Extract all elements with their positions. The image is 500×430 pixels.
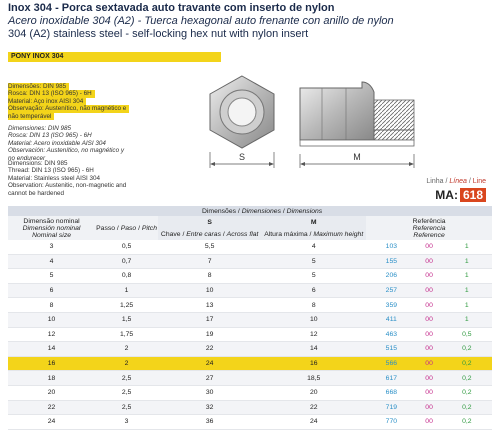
cell-s: 8 <box>158 269 261 284</box>
cell-nominal-size: 5 <box>8 269 95 284</box>
reference-quantity: 0,5 <box>462 330 472 338</box>
info-es-line: Dimensiones: DIN 985 <box>8 125 71 132</box>
ma-number-badge: 618 <box>460 188 486 202</box>
info-pt-line: Observação: Austenítico, não magnético e <box>8 105 129 112</box>
product-band-label: PONY INOX 304 <box>8 52 221 62</box>
reference-quantity: 0,2 <box>462 389 472 397</box>
cell-reference <box>366 356 492 371</box>
title-portuguese: Inox 304 - Porca sextavada auto travante com inserto de nylon <box>8 2 335 14</box>
group-header-pt: Dimensões <box>202 207 237 215</box>
info-es-line: Rosca: DIN 13 (ISO 965) - 6H <box>8 132 92 140</box>
cell-m: 14 <box>261 342 366 357</box>
cell-reference <box>366 327 492 342</box>
info-pt-line: Material: Aço inox AISI 304 <box>8 98 86 105</box>
reference-quantity: 1 <box>464 257 469 265</box>
cell-nominal-size: 4 <box>8 254 95 269</box>
cell-s: 27 <box>158 371 261 386</box>
reference-code: 463 <box>385 330 398 338</box>
column-header-s: S <box>158 216 261 228</box>
cell-m: 24 <box>261 415 366 430</box>
cell-s: 17 <box>158 312 261 327</box>
cell-s: 24 <box>158 356 261 371</box>
table-row <box>8 327 492 342</box>
s-sub-en: Across flat <box>226 230 259 238</box>
info-en-line: Observation: Austenitic, non-magnetic and <box>8 182 127 190</box>
cell-reference <box>366 415 492 430</box>
ref-pt: Referência <box>412 217 446 225</box>
title-english: 304 (A2) stainless steel - self-locking hex nut with nylon insert <box>8 28 309 40</box>
cell-m: 8 <box>261 298 366 313</box>
cell-pitch: 1,5 <box>95 312 158 327</box>
info-pt-line: Dimensões: DIN 985 <box>8 83 69 90</box>
cell-nominal-size: 8 <box>8 298 95 313</box>
cell-nominal-size: 20 <box>8 385 95 400</box>
linha-pt: Linha <box>426 178 444 185</box>
cell-nominal-size: 22 <box>8 400 95 415</box>
reference-suffix: 00 <box>425 389 433 397</box>
cell-m: 5 <box>261 269 366 284</box>
cell-reference <box>366 240 492 254</box>
cell-nominal-size: 18 <box>8 371 95 386</box>
reference-code: 617 <box>385 374 398 382</box>
table-row <box>8 371 492 386</box>
cell-m: 22 <box>261 400 366 415</box>
reference-suffix: 00 <box>425 330 433 338</box>
cell-pitch: 0,5 <box>95 240 158 254</box>
cell-nominal-size: 10 <box>8 312 95 327</box>
cell-reference <box>366 283 492 298</box>
ma-label: MA: <box>435 188 458 202</box>
reference-code: 566 <box>385 360 398 368</box>
cell-pitch: 1,25 <box>95 298 158 313</box>
reference-code: 155 <box>385 257 398 265</box>
info-es-line: Material: Acero inoxidable AISI 304 <box>8 139 106 147</box>
reference-quantity: 0,2 <box>462 418 472 426</box>
reference-code: 359 <box>385 301 398 309</box>
table-row <box>8 400 492 415</box>
cell-nominal-size: 12 <box>8 327 95 342</box>
info-portuguese <box>8 83 129 120</box>
reference-code: 257 <box>385 287 398 295</box>
cell-pitch: 2,5 <box>95 400 158 415</box>
nut-technical-drawings <box>170 64 500 184</box>
reference-code: 668 <box>385 389 398 397</box>
cell-s: 10 <box>158 283 261 298</box>
group-header-es: Dimensiones <box>241 207 281 215</box>
cell-m: 5 <box>261 254 366 269</box>
cell-nominal-size: 16 <box>8 356 95 371</box>
cell-nominal-size: 3 <box>8 240 95 254</box>
reference-suffix: 00 <box>425 374 433 382</box>
info-en-line: Dimensions: DIN 985 <box>8 160 68 167</box>
cell-reference <box>366 312 492 327</box>
product-title-block <box>8 2 498 41</box>
cell-m: 18,5 <box>261 371 366 386</box>
cell-m: 4 <box>261 240 366 254</box>
cell-m: 6 <box>261 283 366 298</box>
dimensions-table <box>8 206 492 430</box>
nominal-pt: Dimensão nominal <box>23 217 80 225</box>
table-row <box>8 415 492 430</box>
table-group-header: Dimensões / Dimensiones / Dimensions <box>158 206 366 216</box>
table-row <box>8 283 492 298</box>
nominal-en: Nominal size <box>32 231 71 239</box>
pitch-en: Pitch <box>141 224 157 232</box>
ref-es: Referencia <box>412 224 446 232</box>
reference-code: 103 <box>385 243 398 251</box>
linha-en: Line <box>472 178 486 185</box>
linha-es: Línea <box>449 178 467 185</box>
column-header-reference <box>366 216 492 240</box>
hex-nut-top-view <box>210 76 274 168</box>
table-row <box>8 298 492 313</box>
cell-nominal-size: 24 <box>8 415 95 430</box>
column-header-m: M <box>261 216 366 228</box>
hex-nut-side-view <box>300 82 414 168</box>
cell-reference <box>366 342 492 357</box>
cell-pitch: 2 <box>95 356 158 371</box>
cell-nominal-size: 6 <box>8 283 95 298</box>
pitch-es: Paso <box>120 224 137 232</box>
reference-quantity: 1 <box>464 301 469 309</box>
nominal-es: Dimensión nominal <box>22 224 81 232</box>
reference-suffix: 00 <box>425 345 433 353</box>
cell-m: 20 <box>261 385 366 400</box>
cell-s: 30 <box>158 385 261 400</box>
cell-reference <box>366 400 492 415</box>
cell-m: 16 <box>261 356 366 371</box>
cell-s: 22 <box>158 342 261 357</box>
cell-reference <box>366 298 492 313</box>
reference-suffix: 00 <box>425 403 433 411</box>
table-row <box>8 356 492 371</box>
m-sub-pt: Altura máxima <box>264 230 308 238</box>
cell-reference <box>366 385 492 400</box>
reference-suffix: 00 <box>425 287 433 295</box>
cell-pitch: 3 <box>95 415 158 430</box>
group-header-en: Dimensions <box>286 207 323 215</box>
cell-pitch: 1,75 <box>95 327 158 342</box>
cell-pitch: 0,8 <box>95 269 158 284</box>
info-en-line: Thread: DIN 13 (ISO 965) - 6H <box>8 167 94 175</box>
info-es-line: no endurecer <box>8 154 46 162</box>
info-english <box>8 160 126 197</box>
reference-quantity: 0,2 <box>462 360 472 368</box>
column-header-pitch: Passo / Paso / Pitch <box>95 216 158 240</box>
table-row <box>8 254 492 269</box>
cell-s: 32 <box>158 400 261 415</box>
reference-suffix: 00 <box>425 243 433 251</box>
cell-s: 13 <box>158 298 261 313</box>
reference-quantity: 1 <box>464 272 469 280</box>
cell-nominal-size: 14 <box>8 342 95 357</box>
cell-pitch: 2,5 <box>95 385 158 400</box>
reference-quantity: 1 <box>464 316 469 324</box>
reference-code: 770 <box>385 418 398 426</box>
reference-quantity: 1 <box>464 243 469 251</box>
reference-quantity: 1 <box>464 287 469 295</box>
reference-suffix: 00 <box>425 316 433 324</box>
m-sub-en: Maximum height <box>313 230 364 238</box>
info-en-line: Material: Stainless steel AISI 304 <box>8 174 101 182</box>
reference-code: 411 <box>385 316 397 324</box>
reference-suffix: 00 <box>425 272 433 280</box>
column-header-nominal <box>8 216 95 240</box>
cell-reference <box>366 371 492 386</box>
cell-s: 19 <box>158 327 261 342</box>
reference-suffix: 00 <box>425 257 433 265</box>
table-row <box>8 269 492 284</box>
reference-quantity: 0,2 <box>462 374 472 382</box>
table-row <box>8 342 492 357</box>
reference-code: 206 <box>385 272 398 280</box>
dimension-s-label: S <box>238 152 246 162</box>
info-pt-line: Rosca: DIN 13 (ISO 965) - 6H <box>8 90 95 97</box>
info-es-line: Observación: Austenítico, no magnético y <box>8 147 124 155</box>
reference-suffix: 00 <box>425 360 433 368</box>
table-row <box>8 312 492 327</box>
s-sub-pt: Chave <box>160 230 181 238</box>
product-line-code <box>435 188 486 202</box>
info-spanish <box>8 125 124 162</box>
reference-suffix: 00 <box>425 418 433 426</box>
product-line-label: Linha / Línea / Line <box>426 178 486 185</box>
cell-pitch: 0,7 <box>95 254 158 269</box>
reference-quantity: 0,2 <box>462 403 472 411</box>
s-sub-es: Entre caras <box>186 230 221 238</box>
table-row <box>8 385 492 400</box>
cell-pitch: 2 <box>95 342 158 357</box>
table-row <box>8 240 492 254</box>
info-pt-line: não temperável <box>8 113 54 120</box>
column-subheader-s: Chave / Entre caras / Across flat <box>158 228 261 240</box>
pitch-pt: Passo <box>96 224 116 232</box>
cell-s: 36 <box>158 415 261 430</box>
reference-code: 719 <box>385 403 398 411</box>
cell-s: 5,5 <box>158 240 261 254</box>
cell-m: 12 <box>261 327 366 342</box>
cell-m: 10 <box>261 312 366 327</box>
title-spanish: Acero inoxidable 304 (A2) - Tuerca hexagonal auto frenante con anillo de nylon <box>8 15 394 27</box>
reference-suffix: 00 <box>425 301 433 309</box>
reference-quantity: 0,2 <box>462 345 472 353</box>
cell-pitch: 2,5 <box>95 371 158 386</box>
info-en-line: cannot be hardened <box>8 189 65 197</box>
column-subheader-m: Altura máxima / Maximum height <box>261 228 366 240</box>
ref-en: Reference <box>413 231 445 239</box>
reference-code: 515 <box>385 345 398 353</box>
dimension-m-label: M <box>353 152 361 162</box>
cell-pitch: 1 <box>95 283 158 298</box>
cell-reference <box>366 254 492 269</box>
cell-s: 7 <box>158 254 261 269</box>
cell-reference <box>366 269 492 284</box>
